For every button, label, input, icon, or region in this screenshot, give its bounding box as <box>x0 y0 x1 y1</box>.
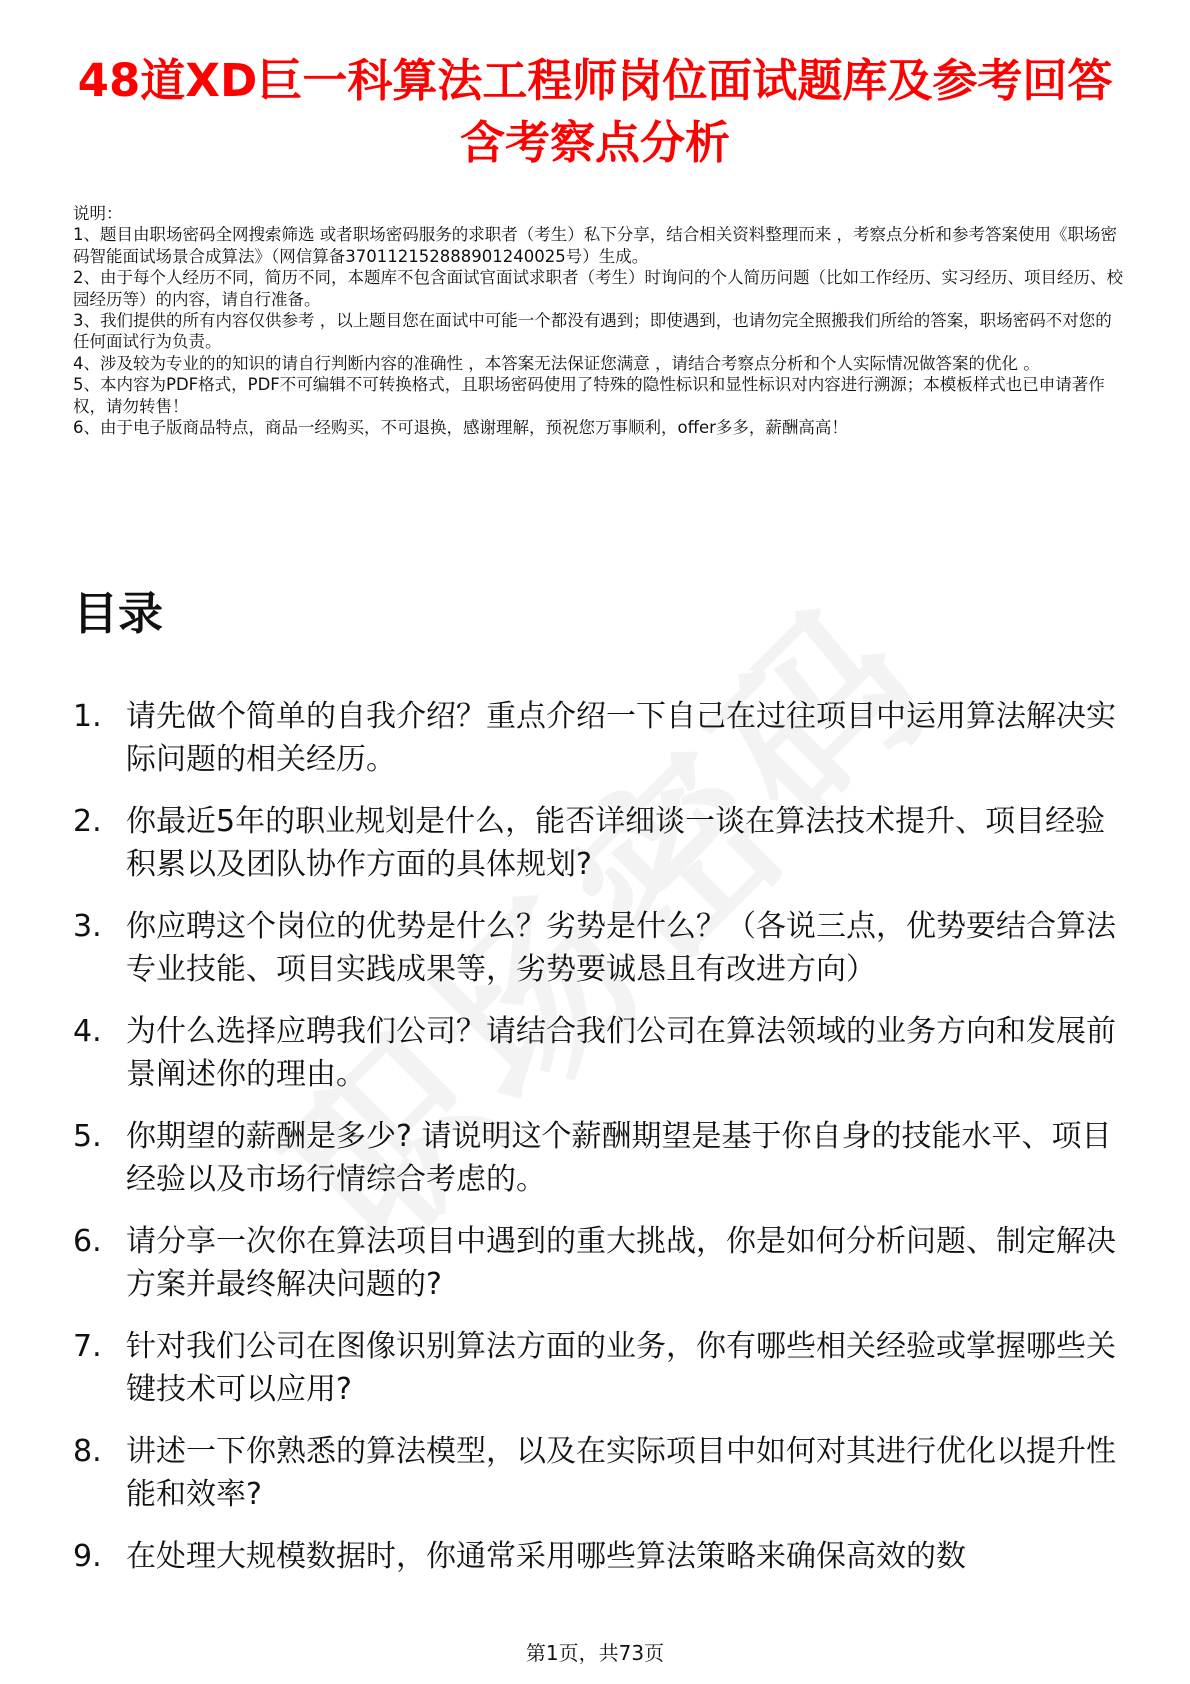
toc-item-7[interactable] <box>73 1325 1123 1411</box>
toc-item-text: 你期望的薪酬是多少? 请说明这个薪酬期望是基于你自身的技能水平、项目经验以及市场行情综合考虑的。 <box>126 1119 1112 1197</box>
toc-item-text: 在处理大规模数据时，你通常采用哪些算法策略来确保高效的数 <box>126 1539 966 1574</box>
toc-item-8[interactable] <box>73 1430 1123 1516</box>
toc-item-number: 4. <box>73 1014 102 1049</box>
toc-item-number: 6. <box>73 1224 102 1259</box>
toc-item-number: 5. <box>73 1119 102 1154</box>
note-item-3: 3、我们提供的所有内容仅供参考 ，以上题目您在面试中可能一个都没有遇到；即使遇到，也请勿完全照搬我们所给的答案，职场密码不对您的任何面试行为负责。 <box>73 311 1112 352</box>
toc-item-number: 7. <box>73 1329 102 1364</box>
toc-item-9[interactable] <box>73 1535 1123 1578</box>
toc-heading: 目录 <box>73 587 164 640</box>
note-item-4: 4、涉及较为专业的的知识的请自行判断内容的准确性 ，本答案无法保证您满意 ，请结合考察点分析和个人实际情况做答案的优化 。 <box>73 353 1040 373</box>
document-title: 48道XD巨一科算法工程师岗位面试题库及参考回答含考察点分析 <box>77 54 1113 169</box>
toc-item-number: 3. <box>73 909 102 944</box>
toc-item-6[interactable] <box>73 1220 1123 1306</box>
toc-item-2[interactable] <box>73 800 1123 886</box>
toc-item-3[interactable] <box>73 905 1123 991</box>
toc-item-text: 讲述一下你熟悉的算法模型，以及在实际项目中如何对其进行优化以提升性能和效率? <box>126 1434 1116 1512</box>
toc-item-1[interactable] <box>73 695 1123 781</box>
toc-list <box>73 695 1123 1597</box>
toc-item-text: 为什么选择应聘我们公司？请结合我们公司在算法领域的业务方向和发展前景阐述你的理由。 <box>126 1014 1116 1092</box>
toc-item-number: 1. <box>73 699 102 734</box>
toc-item-4[interactable] <box>73 1010 1123 1096</box>
page-footer: 第1页，共73页 <box>525 1641 665 1665</box>
note-item-5: 5、本内容为PDF格式，PDF不可编辑不可转换格式，且职场密码使用了特殊的隐性标识和显性标识对内容进行溯源；本模板样式也已申请著作权，请勿转售！ <box>73 375 1105 416</box>
toc-item-5[interactable] <box>73 1115 1123 1201</box>
toc-item-number: 9. <box>73 1539 102 1574</box>
toc-item-number: 2. <box>73 804 102 839</box>
note-item-6: 6、由于电子版商品特点，商品一经购买，不可退换，感谢理解，预祝您万事顺利，offer多多，薪酬高高！ <box>73 418 848 438</box>
toc-item-number: 8. <box>73 1434 102 1469</box>
note-item-1: 1、题目由职场密码全网搜索筛选 或者职场密码服务的求职者（考生）私下分享，结合相关资料整理而来 ，考察点分析和参考答案使用《职场密码智能面试场景合成算法》（网信算备370112152888901240025号）生成。 <box>73 225 1117 266</box>
notes-heading: 说明： <box>73 204 123 223</box>
toc-item-text: 你最近5年的职业规划是什么，能否详细谈一谈在算法技术提升、项目经验积累以及团队协作方面的具体规划? <box>126 804 1106 882</box>
toc-item-text: 请分享一次你在算法项目中遇到的重大挑战，你是如何分析问题、制定解决方案并最终解决问题的? <box>126 1224 1116 1302</box>
note-item-2: 2、由于每个人经历不同，简历不同，本题库不包含面试官面试求职者（考生）时询问的个人简历问题（比如工作经历、实习经历、项目经历、校园经历等）的内容，请自行准备。 <box>73 268 1123 309</box>
toc-item-text: 你应聘这个岗位的优势是什么？劣势是什么？（各说三点，优势要结合算法专业技能、项目实践成果等，劣势要诚恳且有改进方向） <box>126 909 1116 987</box>
toc-item-text: 针对我们公司在图像识别算法方面的业务，你有哪些相关经验或掌握哪些关键技术可以应用? <box>126 1329 1116 1407</box>
notes-section <box>73 203 1123 438</box>
toc-item-text: 请先做个简单的自我介绍？重点介绍一下自己在过往项目中运用算法解决实际问题的相关经历。 <box>126 699 1116 777</box>
